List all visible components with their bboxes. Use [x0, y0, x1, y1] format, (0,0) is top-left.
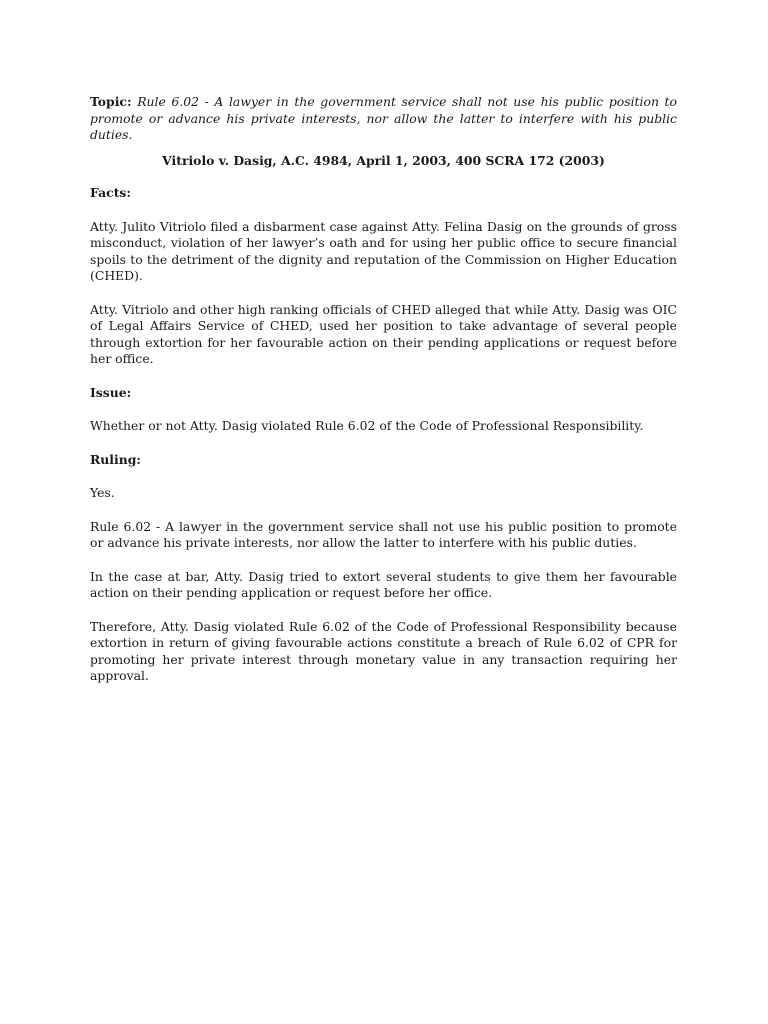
- topic-label: Topic:: [90, 94, 132, 109]
- topic-text: Rule 6.02 - A lawyer in the government service shall not use his public position to promote or advance his private interests, nor allow the latter to interfere with his public duties.: [90, 94, 677, 142]
- facts-heading: Facts:: [90, 185, 131, 200]
- ruling-conclusion-paragraph: Therefore, Atty. Dasig violated Rule 6.02 of the Code of Professional Responsibility because extortion in return of giving favourable actions constitute a breach of Rule 6.02 of CPR for promoting her private interest through monetary value in any transaction requiring her approval.: [90, 618, 677, 683]
- topic-paragraph: [90, 94, 677, 144]
- document-page: [90, 94, 677, 702]
- issue-heading: Issue:: [90, 384, 132, 400]
- case-title: Vitriolo v. Dasig, A.C. 4984, April 1, 2003, 400 SCRA 172 (2003): [162, 152, 605, 168]
- ruling-answer: Yes.: [90, 485, 115, 500]
- facts-paragraph-1: Atty. Julito Vitriolo filed a disbarment case against Atty. Felina Dasig on the grounds of gross misconduct, violation of her lawyer’s oath and for using her public office to secure financial spoils to the detriment of the dignity and reputation of the Commission on Higher Education (CHED).: [90, 218, 677, 283]
- ruling-heading: Ruling:: [90, 451, 141, 467]
- facts-paragraph-2: Atty. Vitriolo and other high ranking officials of CHED alleged that while Atty. Dasig was OIC of Legal Affairs Service of CHED, used her position to take advantage of several people through extortion for her favourable action on their pending applications or request before her office.: [90, 301, 677, 366]
- ruling-case-paragraph: In the case at bar, Atty. Dasig tried to extort several students to give them her favourable action on their pending application or request before her office.: [90, 568, 677, 600]
- issue-paragraph: Whether or not Atty. Dasig violated Rule 6.02 of the Code of Professional Responsibility.: [90, 418, 644, 433]
- ruling-rule-paragraph: Rule 6.02 - A lawyer in the government service shall not use his public position to promote or advance his private interests, nor allow the latter to interfere with his public duties.: [90, 518, 677, 550]
